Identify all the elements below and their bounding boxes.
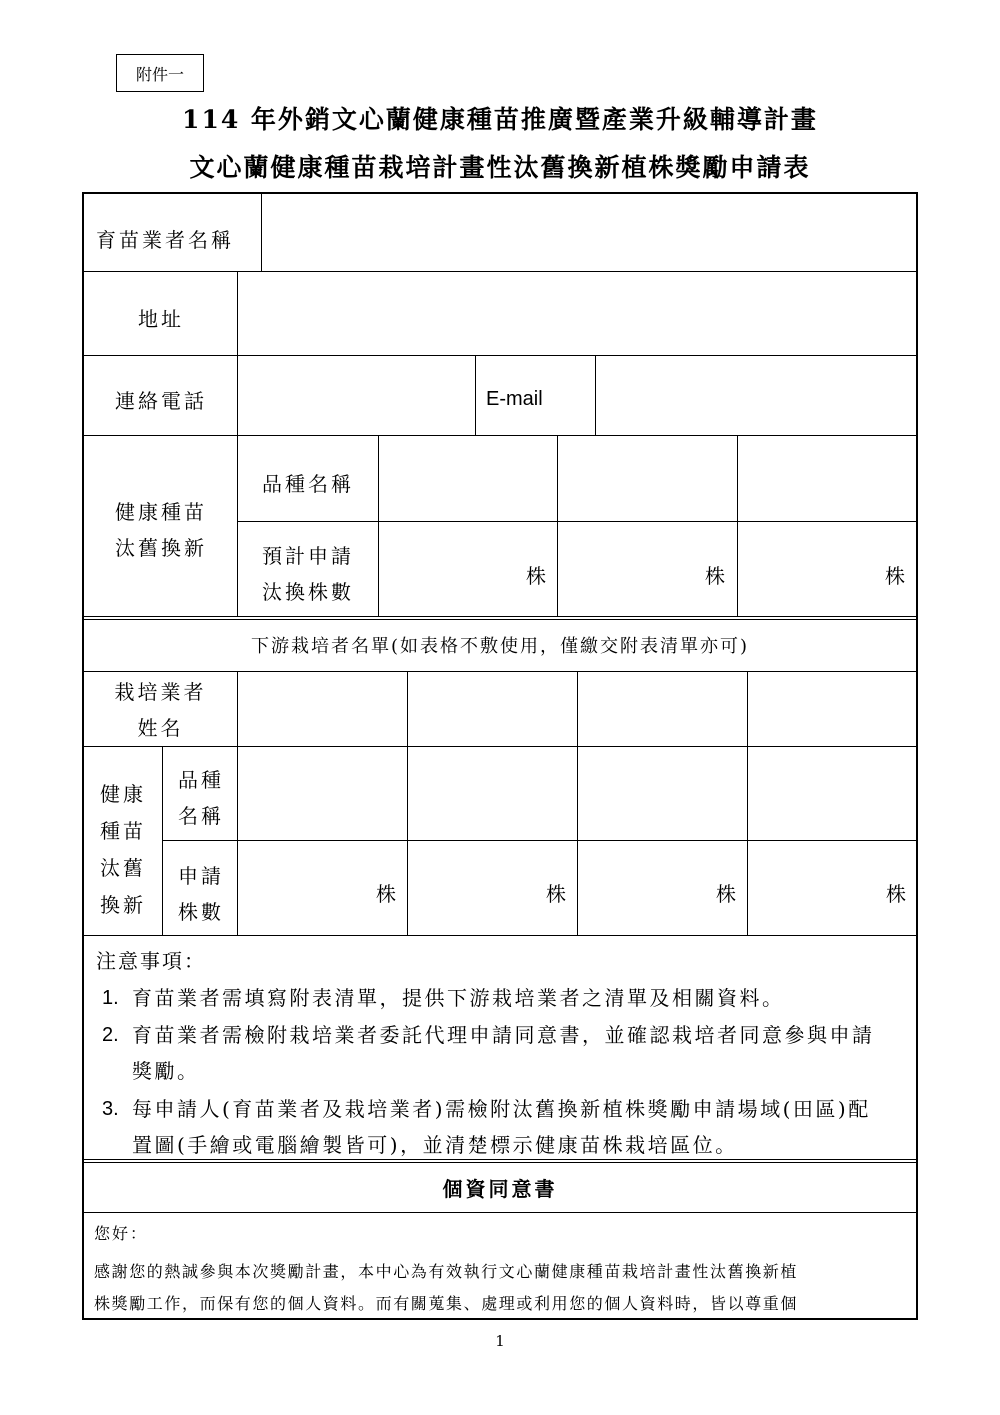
row-divider [84, 616, 916, 617]
row-divider [84, 1212, 916, 1213]
note-item-1: 育苗業者需填寫附表清單，提供下游栽培業者之清單及相關資料。 [132, 986, 785, 1010]
row-divider [84, 671, 916, 672]
phone-field[interactable] [240, 358, 473, 433]
col-divider [237, 671, 238, 935]
col-divider [407, 671, 408, 935]
grower-variety-field-1[interactable] [240, 749, 405, 838]
col-divider [595, 355, 596, 435]
row-divider [84, 746, 916, 747]
col-divider [557, 435, 558, 616]
col-divider [162, 746, 163, 935]
privacy-text-line-1: 感謝您的熱誠參與本次獎勵計畫，本中心為有效執行文心蘭健康種苗栽培計畫性汰舊換新植 [94, 1262, 799, 1281]
grower-name-label: 栽培業者 姓名 [114, 680, 207, 740]
privacy-greeting: 您好： [94, 1224, 149, 1243]
unit-label: 株 [376, 882, 396, 906]
grower-name-field-4[interactable] [750, 674, 914, 744]
grower-count-label: 申請 株數 [178, 864, 224, 924]
variety-field-3[interactable] [740, 438, 914, 519]
title-line-2: 文心蘭健康種苗栽培計畫性汰舊換新植株獎勵申請表 [189, 153, 811, 182]
application-form [82, 192, 918, 1320]
variety-label: 品種名稱 [262, 472, 354, 496]
col-divider [577, 671, 578, 935]
privacy-heading: 個資同意書 [442, 1177, 558, 1201]
grower-variety-label: 品種 名稱 [178, 768, 224, 828]
attachment-label: 附件一 [116, 54, 204, 92]
unit-label: 株 [705, 564, 725, 588]
address-field[interactable] [240, 274, 914, 353]
notes-heading: 注意事項： [96, 949, 206, 973]
downstream-header: 下游栽培者名單(如表格不敷使用，僅繳交附表清單亦可) [250, 636, 750, 657]
row-divider [84, 935, 916, 936]
address-label: 地址 [138, 307, 184, 331]
row-divider [162, 840, 916, 841]
unit-label: 株 [885, 564, 905, 588]
grower-name-field-2[interactable] [410, 674, 575, 744]
col-divider [378, 435, 379, 616]
page-number: 1 [495, 1332, 505, 1350]
variety-field-2[interactable] [560, 438, 735, 519]
grower-variety-field-3[interactable] [580, 749, 745, 838]
row-divider [84, 355, 916, 356]
planned-count-label: 預計申請 汰換株數 [262, 544, 354, 604]
col-divider [747, 671, 748, 935]
unit-label: 株 [886, 882, 906, 906]
unit-label: 株 [716, 882, 736, 906]
variety-field-1[interactable] [381, 438, 555, 519]
note-number: 3. [102, 1098, 119, 1120]
nursery-name-field[interactable] [264, 196, 914, 269]
col-divider [261, 194, 262, 271]
grower-name-field-1[interactable] [240, 674, 405, 744]
grower-variety-field-4[interactable] [750, 749, 914, 838]
nursery-name-label: 育苗業者名稱 [96, 228, 234, 252]
note-number: 1. [102, 987, 119, 1009]
col-divider [237, 271, 238, 616]
note-number: 2. [102, 1024, 119, 1046]
grower-variety-field-2[interactable] [410, 749, 575, 838]
note-item-2: 育苗業者需檢附栽培業者委託代理申請同意書，並確認栽培者同意參與申請 獎勵。 [132, 1023, 875, 1083]
unit-label: 株 [526, 564, 546, 588]
row-divider [84, 271, 916, 272]
col-divider [475, 355, 476, 435]
row-divider [237, 521, 916, 522]
row-divider [84, 435, 916, 436]
col-divider [737, 435, 738, 616]
renewal-label: 健康種苗 汰舊換新 [115, 500, 207, 560]
renewal-vertical-label: 健康 種苗 汰舊 換新 [100, 782, 146, 917]
privacy-text-line-2: 株獎勵工作，而保有您的個人資料。而有關蒐集、處理或利用您的個人資料時，皆以尊重個 [94, 1294, 799, 1313]
note-item-3: 每申請人(育苗業者及栽培業者)需檢附汰舊換新植株獎勵申請場域(田區)配 置圖(手繪或電腦繪製皆可)，並清楚標示健康苗株栽培區位。 [132, 1097, 871, 1157]
email-label: E-mail [486, 388, 543, 410]
phone-label: 連絡電話 [115, 389, 207, 413]
unit-label: 株 [546, 882, 566, 906]
grower-name-field-3[interactable] [580, 674, 745, 744]
title-line-1: 114 年外銷文心蘭健康種苗推廣暨產業升級輔導計畫 [182, 105, 818, 134]
email-field[interactable] [598, 358, 914, 433]
